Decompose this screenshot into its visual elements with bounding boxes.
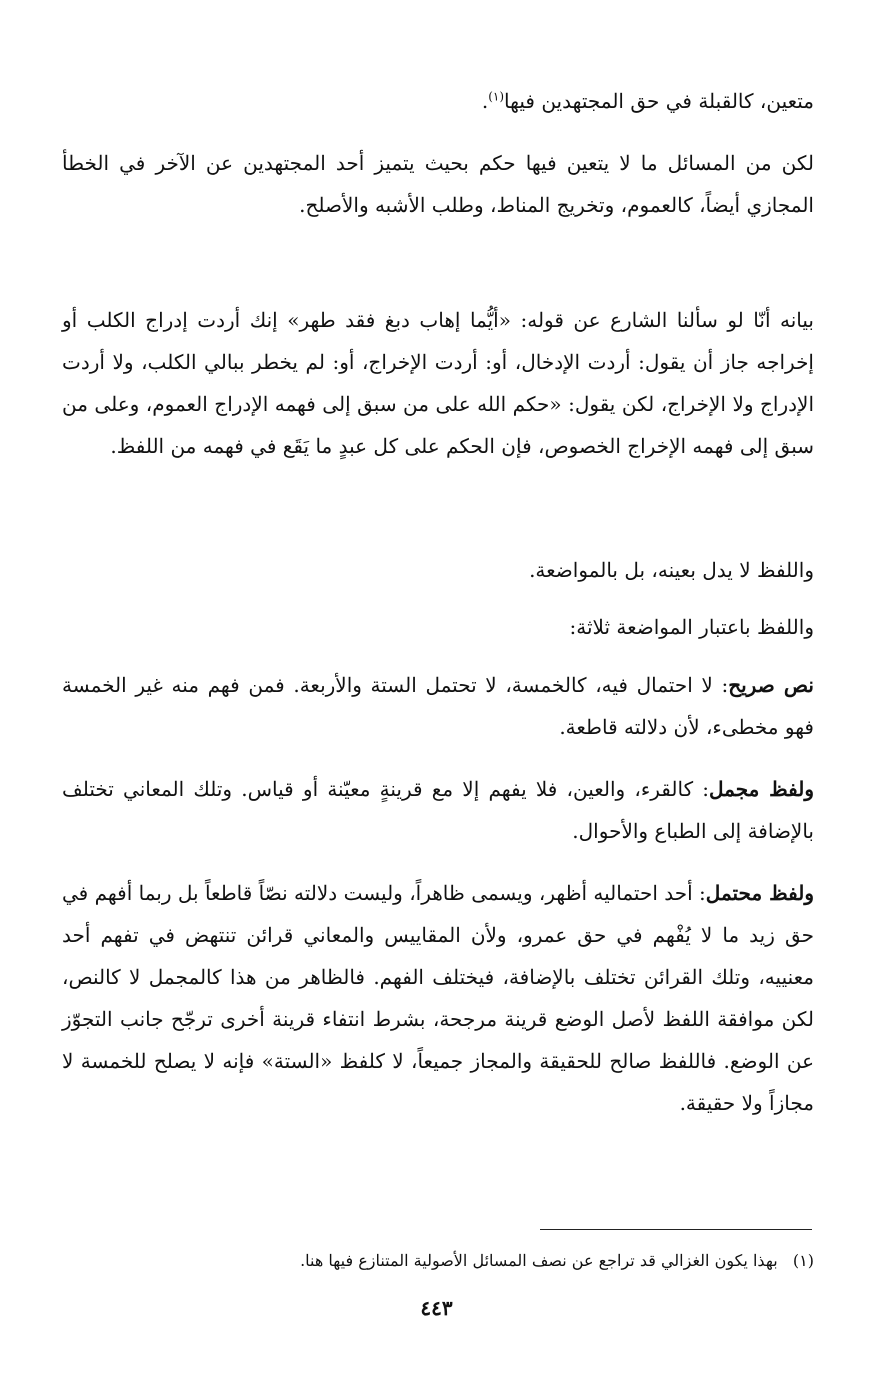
paragraph-4 [62,549,814,591]
paragraph-1 [62,80,814,122]
paragraph-1-text: متعين، كالقبلة في حق المجتهدين فيها [504,89,814,113]
paragraph-2 [62,142,814,226]
paragraph-7 [62,768,814,852]
paragraph-3-text: بيانه أنّا لو سألنا الشارع عن قوله: «أيُّما إهاب دبغ فقد طهر» إنك أردت إدراج الكلب أو إخراجه جاز أن يقول: أردت الإدخال، أو: أردت الإخراج، أو: لم يخطر ببالي الكلب، ولا أردت الإدراج ولا الإخراج، لكن يقول: «حكم الله على من سبق إلى فهمه الإدراج العموم، وعلى من سبق إلى فهمه الإخراج الخصوص، فإن الحكم على كل عبدٍ ما يَقَع في فهمه من اللفظ. [62,308,814,458]
paragraph-7-term: ولفظ مجمل [709,777,814,801]
footnote-reference[interactable]: (١) [488,89,505,104]
page-number: ٤٤٣ [420,1296,453,1320]
paragraph-5-text: واللفظ باعتبار المواضعة ثلاثة: [569,615,814,639]
footnote-text: بهذا يكون الغزالي قد تراجع عن نصف المسائل الأصولية المتنازع فيها هنا. [300,1251,778,1270]
paragraph-8 [62,872,814,1124]
paragraph-2-text: لكن من المسائل ما لا يتعين فيها حكم بحيث يتميز أحد المجتهدين عن الآخر في الخطأ المجازي أيضاً، كالعموم، وتخريج المناط، وطلب الأشبه والأصلح. [62,151,814,217]
paragraph-8-text: : أحد احتماليه أظهر، ويسمى ظاهراً، وليست دلالته نصّاً قاطعاً بل ربما أفهم في حق زيد ما لا يُفْهم في حق عمرو، ولأن المقاييس والمعاني قرائن تنتهض في تفهم أحد معنييه، وتلك القرائن تختلف بالإضافة، فيختلف الفهم. فالظاهر من هذا كالمجمل لا كالنص، لكن موافقة اللفظ لأصل الوضع قرينة مرجحة، بشرط انتفاء قرينة أخرى ترجّح جانب التجوّز عن الوضع. فاللفظ صالح للحقيقة والمجاز جميعاً، لا كلفظ «الستة» فإنه لا يصلح للخمسة لا مجازاً ولا حقيقة. [62,881,814,1115]
footnote-divider [540,1229,812,1230]
footnote [62,1246,814,1276]
footnote-number: (١) [792,1251,814,1270]
paragraph-6 [62,664,814,748]
paragraph-3 [62,299,814,467]
paragraph-6-term: نص صريح [728,673,814,697]
paragraph-5 [62,606,814,648]
paragraph-1-end: . [481,89,489,113]
paragraph-7-text: : كالقرء، والعين، فلا يفهم إلا مع قرينةٍ معيّنة أو قياس. وتلك المعاني تختلف بالإضافة إلى الطباع والأحوال. [62,777,814,843]
paragraph-4-text: واللفظ لا يدل بعينه، بل بالمواضعة. [529,558,814,582]
paragraph-8-term: ولفظ محتمل [705,881,814,905]
paragraph-6-text: : لا احتمال فيه، كالخمسة، لا تحتمل الستة والأربعة. فمن فهم منه غير الخمسة فهو مخطىء، لأن دلالته قاطعة. [62,673,814,739]
